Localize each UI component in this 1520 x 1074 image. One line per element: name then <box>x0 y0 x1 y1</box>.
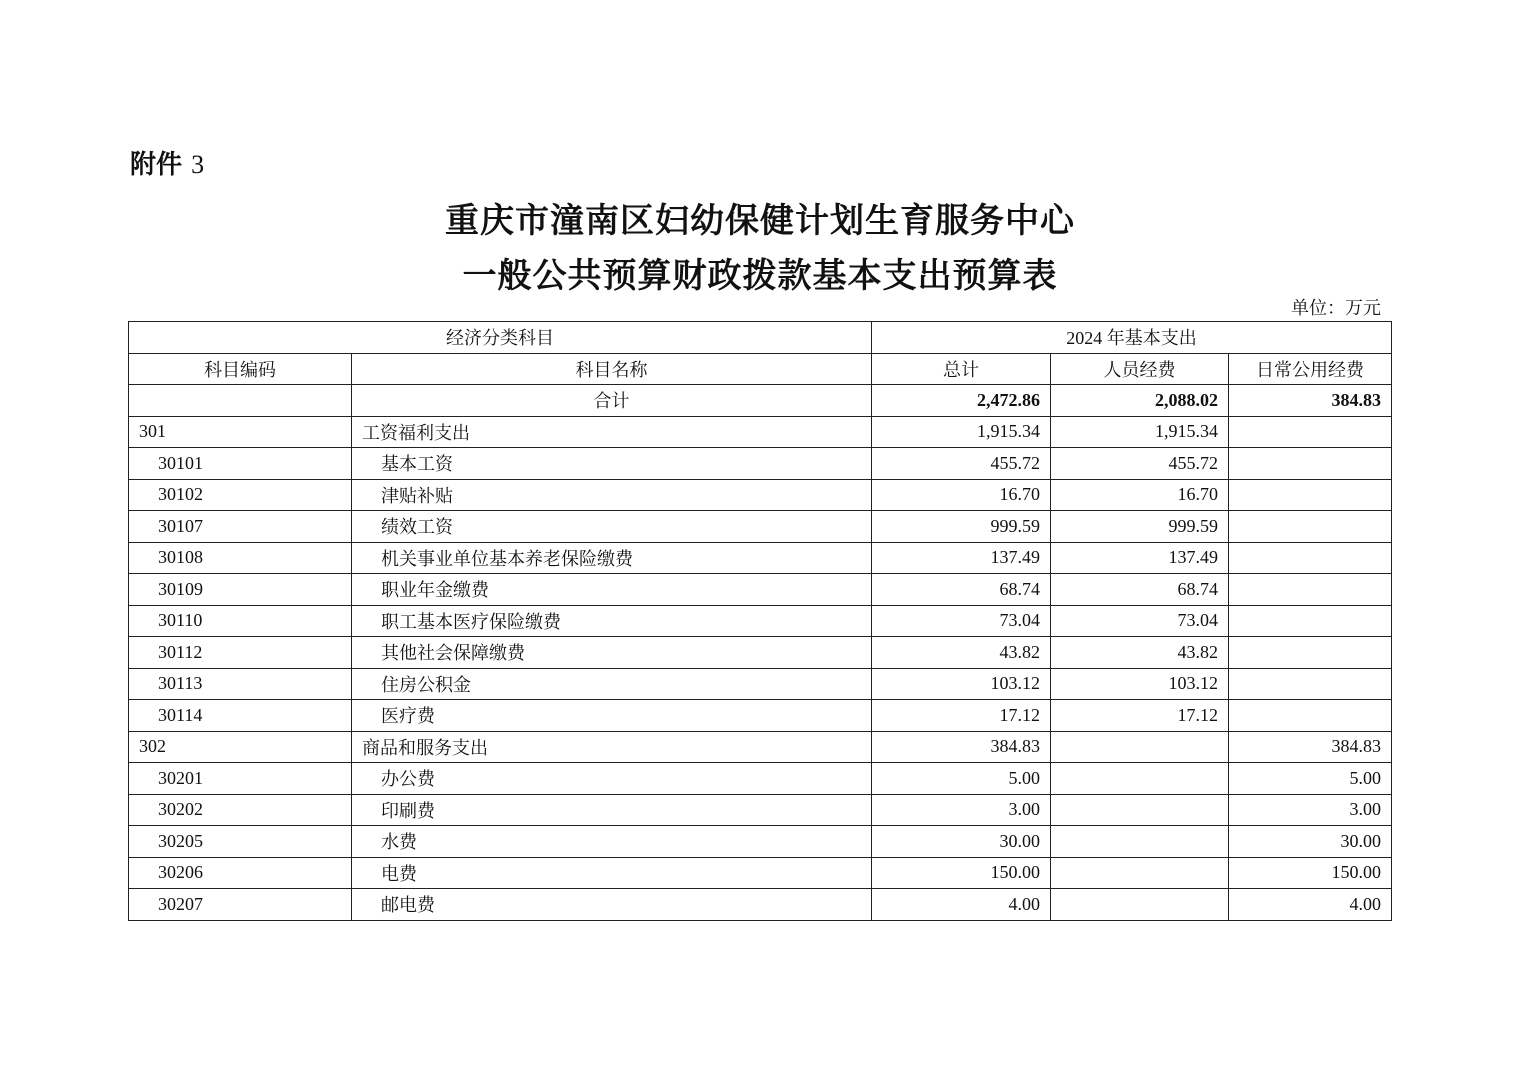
name-cell: 机关事业单位基本养老保险缴费 <box>352 542 872 574</box>
page-title-line1: 重庆市潼南区妇幼保健计划生育服务中心 <box>445 203 1075 240</box>
table-row <box>129 574 1392 606</box>
code-cell: 30114 <box>129 700 352 732</box>
table-row <box>129 542 1392 574</box>
group-header-row <box>129 322 1392 354</box>
name-cell: 邮电费 <box>352 889 872 921</box>
personnel-cell: 1,915.34 <box>1051 416 1229 448</box>
total-cell: 1,915.34 <box>872 416 1051 448</box>
personnel-cell: 137.49 <box>1051 542 1229 574</box>
name-cell: 印刷费 <box>352 794 872 826</box>
total-cell: 4.00 <box>872 889 1051 921</box>
total-cell: 137.49 <box>872 542 1051 574</box>
public-cell <box>1229 542 1392 574</box>
personnel-cell: 999.59 <box>1051 511 1229 543</box>
table-row <box>129 448 1392 480</box>
name-cell: 工资福利支出 <box>352 416 872 448</box>
attachment-label <box>130 144 204 181</box>
code-cell: 30109 <box>129 574 352 606</box>
total-code-cell <box>129 385 352 417</box>
table-row <box>129 731 1392 763</box>
public-cell <box>1229 700 1392 732</box>
name-cell: 绩效工资 <box>352 511 872 543</box>
code-cell: 30107 <box>129 511 352 543</box>
total-cell: 384.83 <box>872 731 1051 763</box>
group-header-2024-basic: 2024 年基本支出 <box>872 322 1392 354</box>
table-row <box>129 700 1392 732</box>
code-cell: 30108 <box>129 542 352 574</box>
table-row <box>129 826 1392 858</box>
table-row <box>129 479 1392 511</box>
total-cell: 3.00 <box>872 794 1051 826</box>
total-cell: 16.70 <box>872 479 1051 511</box>
unit-label: 单位：万元 <box>1291 298 1381 318</box>
public-cell <box>1229 574 1392 606</box>
group-header-economic: 经济分类科目 <box>129 322 872 354</box>
public-cell: 5.00 <box>1229 763 1392 795</box>
name-cell: 医疗费 <box>352 700 872 732</box>
personnel-cell <box>1051 889 1229 921</box>
attachment-text: 附件 <box>130 150 183 180</box>
public-cell <box>1229 448 1392 480</box>
personnel-cell: 43.82 <box>1051 637 1229 669</box>
code-cell: 30202 <box>129 794 352 826</box>
code-cell: 302 <box>129 731 352 763</box>
public-cell: 150.00 <box>1229 857 1392 889</box>
total-personnel-cell: 2,088.02 <box>1051 385 1229 417</box>
personnel-cell <box>1051 731 1229 763</box>
name-cell: 职业年金缴费 <box>352 574 872 606</box>
public-cell <box>1229 416 1392 448</box>
total-cell: 455.72 <box>872 448 1051 480</box>
page-title-line2: 一般公共预算财政拨款基本支出预算表 <box>462 258 1058 295</box>
code-cell: 301 <box>129 416 352 448</box>
total-total-cell: 2,472.86 <box>872 385 1051 417</box>
public-cell: 4.00 <box>1229 889 1392 921</box>
total-public-cell: 384.83 <box>1229 385 1392 417</box>
name-cell: 住房公积金 <box>352 668 872 700</box>
total-cell: 73.04 <box>872 605 1051 637</box>
column-header-row <box>129 353 1392 385</box>
code-cell: 30207 <box>129 889 352 921</box>
code-cell: 30110 <box>129 605 352 637</box>
personnel-cell <box>1051 763 1229 795</box>
public-cell: 30.00 <box>1229 826 1392 858</box>
name-cell: 商品和服务支出 <box>352 731 872 763</box>
public-cell <box>1229 668 1392 700</box>
table-row <box>129 857 1392 889</box>
table-row <box>129 511 1392 543</box>
code-cell: 30101 <box>129 448 352 480</box>
column-header-personnel: 人员经费 <box>1051 353 1229 385</box>
name-cell: 职工基本医疗保险缴费 <box>352 605 872 637</box>
code-cell: 30201 <box>129 763 352 795</box>
table-row <box>129 763 1392 795</box>
code-cell: 30112 <box>129 637 352 669</box>
personnel-cell <box>1051 826 1229 858</box>
column-header-public: 日常公用经费 <box>1229 353 1392 385</box>
personnel-cell: 455.72 <box>1051 448 1229 480</box>
public-cell <box>1229 511 1392 543</box>
total-name-cell: 合计 <box>352 385 872 417</box>
table-row <box>129 668 1392 700</box>
attachment-number: 3 <box>191 150 205 179</box>
personnel-cell <box>1051 857 1229 889</box>
budget-table <box>128 321 1392 921</box>
name-cell: 水费 <box>352 826 872 858</box>
name-cell: 津贴补贴 <box>352 479 872 511</box>
table-row <box>129 605 1392 637</box>
code-cell: 30102 <box>129 479 352 511</box>
table-row <box>129 637 1392 669</box>
public-cell: 3.00 <box>1229 794 1392 826</box>
name-cell: 办公费 <box>352 763 872 795</box>
table-row <box>129 889 1392 921</box>
code-cell: 30205 <box>129 826 352 858</box>
public-cell <box>1229 479 1392 511</box>
name-cell: 基本工资 <box>352 448 872 480</box>
column-header-name: 科目名称 <box>352 353 872 385</box>
total-row <box>129 385 1392 417</box>
public-cell: 384.83 <box>1229 731 1392 763</box>
personnel-cell: 68.74 <box>1051 574 1229 606</box>
personnel-cell: 17.12 <box>1051 700 1229 732</box>
total-cell: 5.00 <box>872 763 1051 795</box>
table-row <box>129 794 1392 826</box>
total-cell: 17.12 <box>872 700 1051 732</box>
column-header-total: 总计 <box>872 353 1051 385</box>
total-cell: 68.74 <box>872 574 1051 606</box>
personnel-cell <box>1051 794 1229 826</box>
personnel-cell: 73.04 <box>1051 605 1229 637</box>
table-row <box>129 416 1392 448</box>
total-cell: 150.00 <box>872 857 1051 889</box>
total-cell: 43.82 <box>872 637 1051 669</box>
name-cell: 其他社会保障缴费 <box>352 637 872 669</box>
personnel-cell: 16.70 <box>1051 479 1229 511</box>
column-header-code: 科目编码 <box>129 353 352 385</box>
total-cell: 103.12 <box>872 668 1051 700</box>
code-cell: 30113 <box>129 668 352 700</box>
total-cell: 999.59 <box>872 511 1051 543</box>
public-cell <box>1229 605 1392 637</box>
personnel-cell: 103.12 <box>1051 668 1229 700</box>
code-cell: 30206 <box>129 857 352 889</box>
public-cell <box>1229 637 1392 669</box>
total-cell: 30.00 <box>872 826 1051 858</box>
name-cell: 电费 <box>352 857 872 889</box>
